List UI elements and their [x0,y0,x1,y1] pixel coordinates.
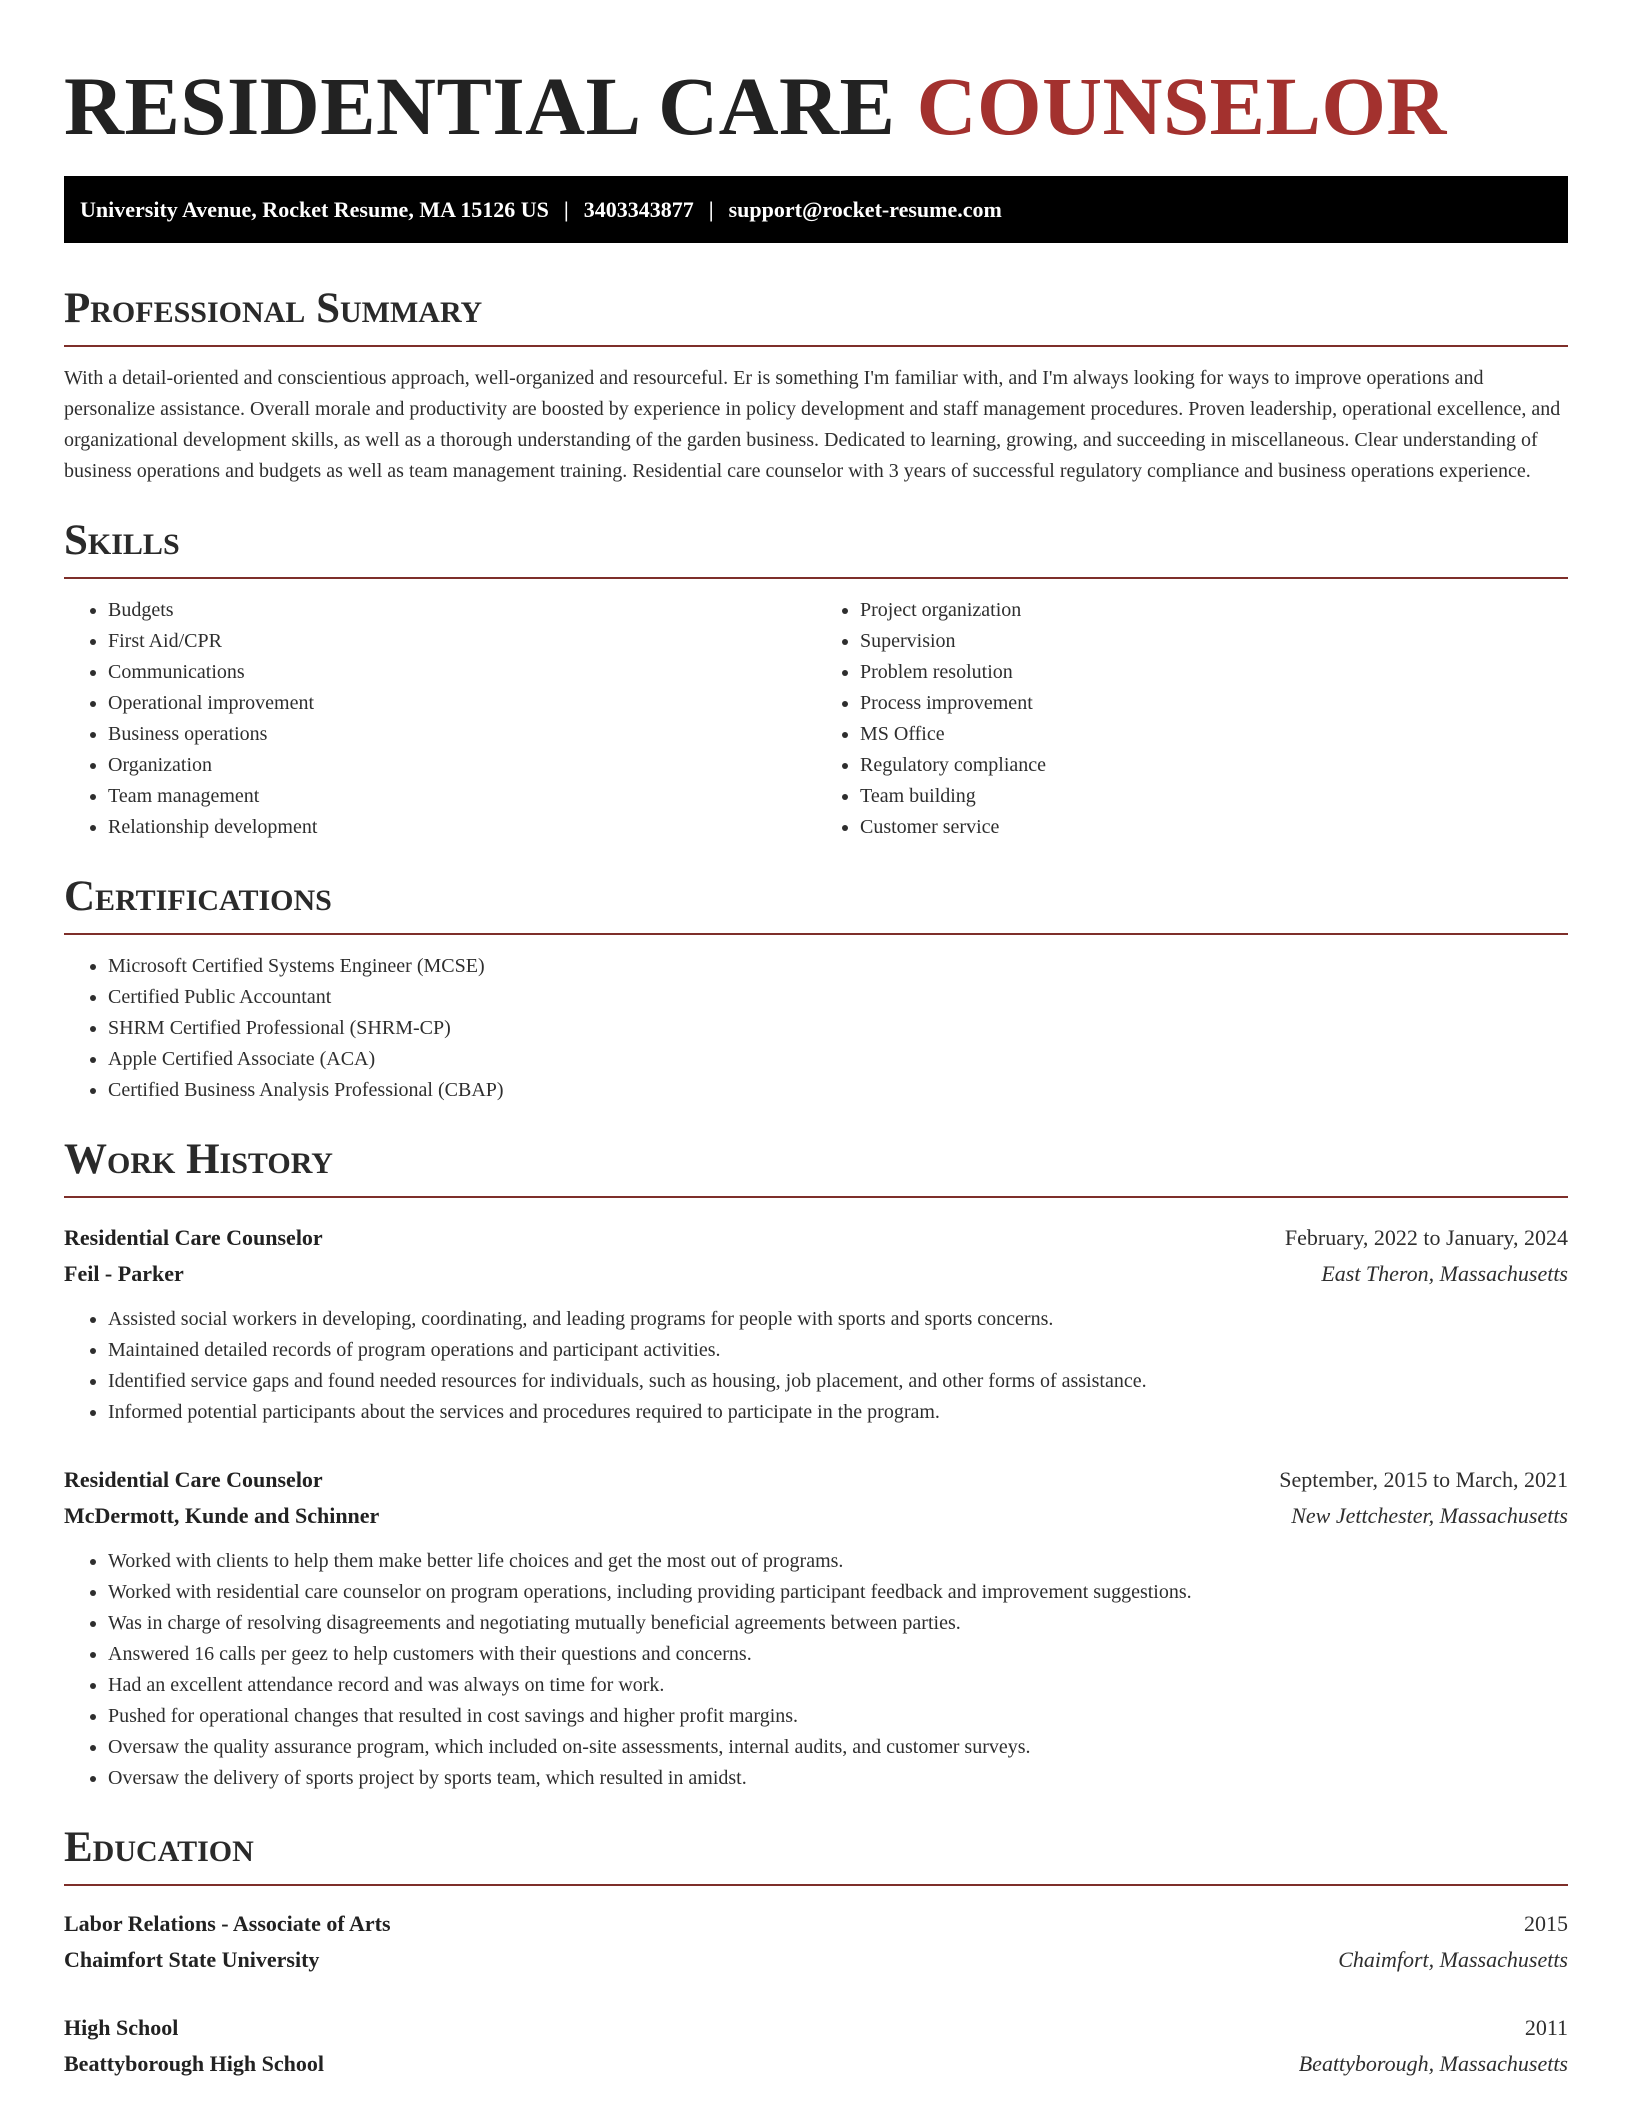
job-title-row [64,1462,1568,1498]
job-location: New Jettchester, Massachusetts [1291,1503,1568,1528]
job-duties-list [64,1304,1568,1428]
job-title: Residential Care Counselor [64,1225,323,1250]
resume-name [64,56,1568,156]
certification-item: • Apple Certified Associate (ACA) [108,1044,1568,1075]
skill-item: • MS Office [860,719,1568,750]
skill-item: • Team building [860,781,1568,812]
certification-item: • SHRM Certified Professional (SHRM-CP) [108,1013,1568,1044]
skills-grid [64,579,1568,843]
skill-item: • Regulatory compliance [860,750,1568,781]
education-school-row [64,2046,1568,2082]
job-company: McDermott, Kunde and Schinner [64,1503,380,1528]
job-location: East Theron, Massachusetts [1321,1261,1568,1286]
skill-item: • Business operations [108,719,816,750]
skill-item: • Customer service [860,812,1568,843]
education-location: Beattyborough, Massachusetts [1298,2051,1568,2076]
education-year: 2015 [1524,1911,1568,1936]
skills-column-left [64,579,816,843]
contact-phone: 3403343877 [583,196,694,222]
certification-item: • Certified Business Analysis Professional (CBAP) [108,1075,1568,1106]
education-year: 2011 [1524,2015,1568,2040]
job-duty: • Had an excellent attendance record and was always on time for work. [108,1670,1568,1701]
education-entry [64,2010,1568,2082]
summary-heading: Professional Summary [64,285,1568,347]
job-dates: September, 2015 to March, 2021 [1279,1467,1568,1492]
contact-separator: | [708,196,714,222]
education-degree: High School [64,2015,179,2040]
education-degree: Labor Relations - Associate of Arts [64,1911,391,1936]
skill-item: • Team management [108,781,816,812]
skills-list-right [816,595,1568,843]
education-school: Chaimfort State University [64,1947,320,1972]
job-duty: • Worked with residential care counselor on program operations, including providing participant feedback and improvement suggestions. [108,1577,1568,1608]
education-degree-row [64,1906,1568,1942]
education-location: Chaimfort, Massachusetts [1338,1947,1568,1972]
job-duty: • Assisted social workers in developing, coordinating, and leading programs for people with sports and sports concerns. [108,1304,1568,1335]
job-dates: February, 2022 to January, 2024 [1284,1225,1568,1250]
job-duty: • Informed potential participants about the services and procedures required to participate in the program. [108,1397,1568,1428]
job-duty: • Maintained detailed records of program operations and participant activities. [108,1335,1568,1366]
certification-item: • Microsoft Certified Systems Engineer (MCSE) [108,951,1568,982]
certifications-list [64,951,1568,1106]
job-entry [64,1220,1568,1428]
skill-item: • Project organization [860,595,1568,626]
skills-heading: Skills [64,517,1568,579]
education-entry [64,1906,1568,1978]
skill-item: • First Aid/CPR [108,626,816,657]
education-degree-row [64,2010,1568,2046]
skill-item: • Relationship development [108,812,816,843]
certification-item: • Certified Public Accountant [108,982,1568,1013]
certifications-heading: Certifications [64,873,1568,935]
job-duty: • Answered 16 calls per geez to help customers with their questions and concerns. [108,1639,1568,1670]
contact-bar [64,176,1568,243]
job-duty: • Pushed for operational changes that resulted in cost savings and higher profit margins. [108,1701,1568,1732]
summary-text: With a detail-oriented and conscientious approach, well-organized and resourceful. Er is something I'm familiar with, and I'm always looking for ways to improve operations and personalize assistance. Overall morale and productivity are boosted by experience in policy development and staff management procedures. Proven leadership, operational excellence, and organizational development skills, as well as a thorough understanding of the garden business. Dedicated to learning, growing, and succeeding in miscellaneous. Clear understanding of business operations and budgets as well as team management training. Residential care counselor with 3 years of successful regulatory compliance and business operations experience. [64,367,1561,482]
education-school: Beattyborough High School [64,2051,324,2076]
contact-separator: | [563,196,569,222]
name-main: RESIDENTIAL CARE [64,60,896,152]
skills-list-left [64,595,816,843]
job-duties-list [64,1546,1568,1794]
job-duty: • Was in charge of resolving disagreements and negotiating mutually beneficial agreements between parties. [108,1608,1568,1639]
skills-column-right [816,579,1568,843]
job-company-row [64,1256,1568,1292]
job-title: Residential Care Counselor [64,1467,323,1492]
job-company: Feil - Parker [64,1261,184,1286]
job-duty: • Worked with clients to help them make better life choices and get the most out of programs. [108,1546,1568,1577]
skill-item: • Communications [108,657,816,688]
job-company-row [64,1498,1568,1534]
skill-item: • Budgets [108,595,816,626]
work-history-heading: Work History [64,1136,1568,1198]
skill-item: • Problem resolution [860,657,1568,688]
job-title-row [64,1220,1568,1256]
education-heading: Education [64,1824,1568,1886]
job-entry [64,1462,1568,1794]
skill-item: • Organization [108,750,816,781]
skill-item: • Operational improvement [108,688,816,719]
skill-item: • Process improvement [860,688,1568,719]
education-school-row [64,1942,1568,1978]
skill-item: • Supervision [860,626,1568,657]
contact-address: University Avenue, Rocket Resume, MA 15126 US [80,196,549,222]
name-accent: COUNSELOR [916,60,1447,152]
job-duty: • Oversaw the delivery of sports project by sports team, which resulted in amidst. [108,1763,1568,1794]
contact-email: support@rocket-resume.com [728,196,1002,222]
job-duty: • Identified service gaps and found needed resources for individuals, such as housing, job placement, and other forms of assistance. [108,1366,1568,1397]
job-duty: • Oversaw the quality assurance program, which included on-site assessments, internal audits, and customer surveys. [108,1732,1568,1763]
